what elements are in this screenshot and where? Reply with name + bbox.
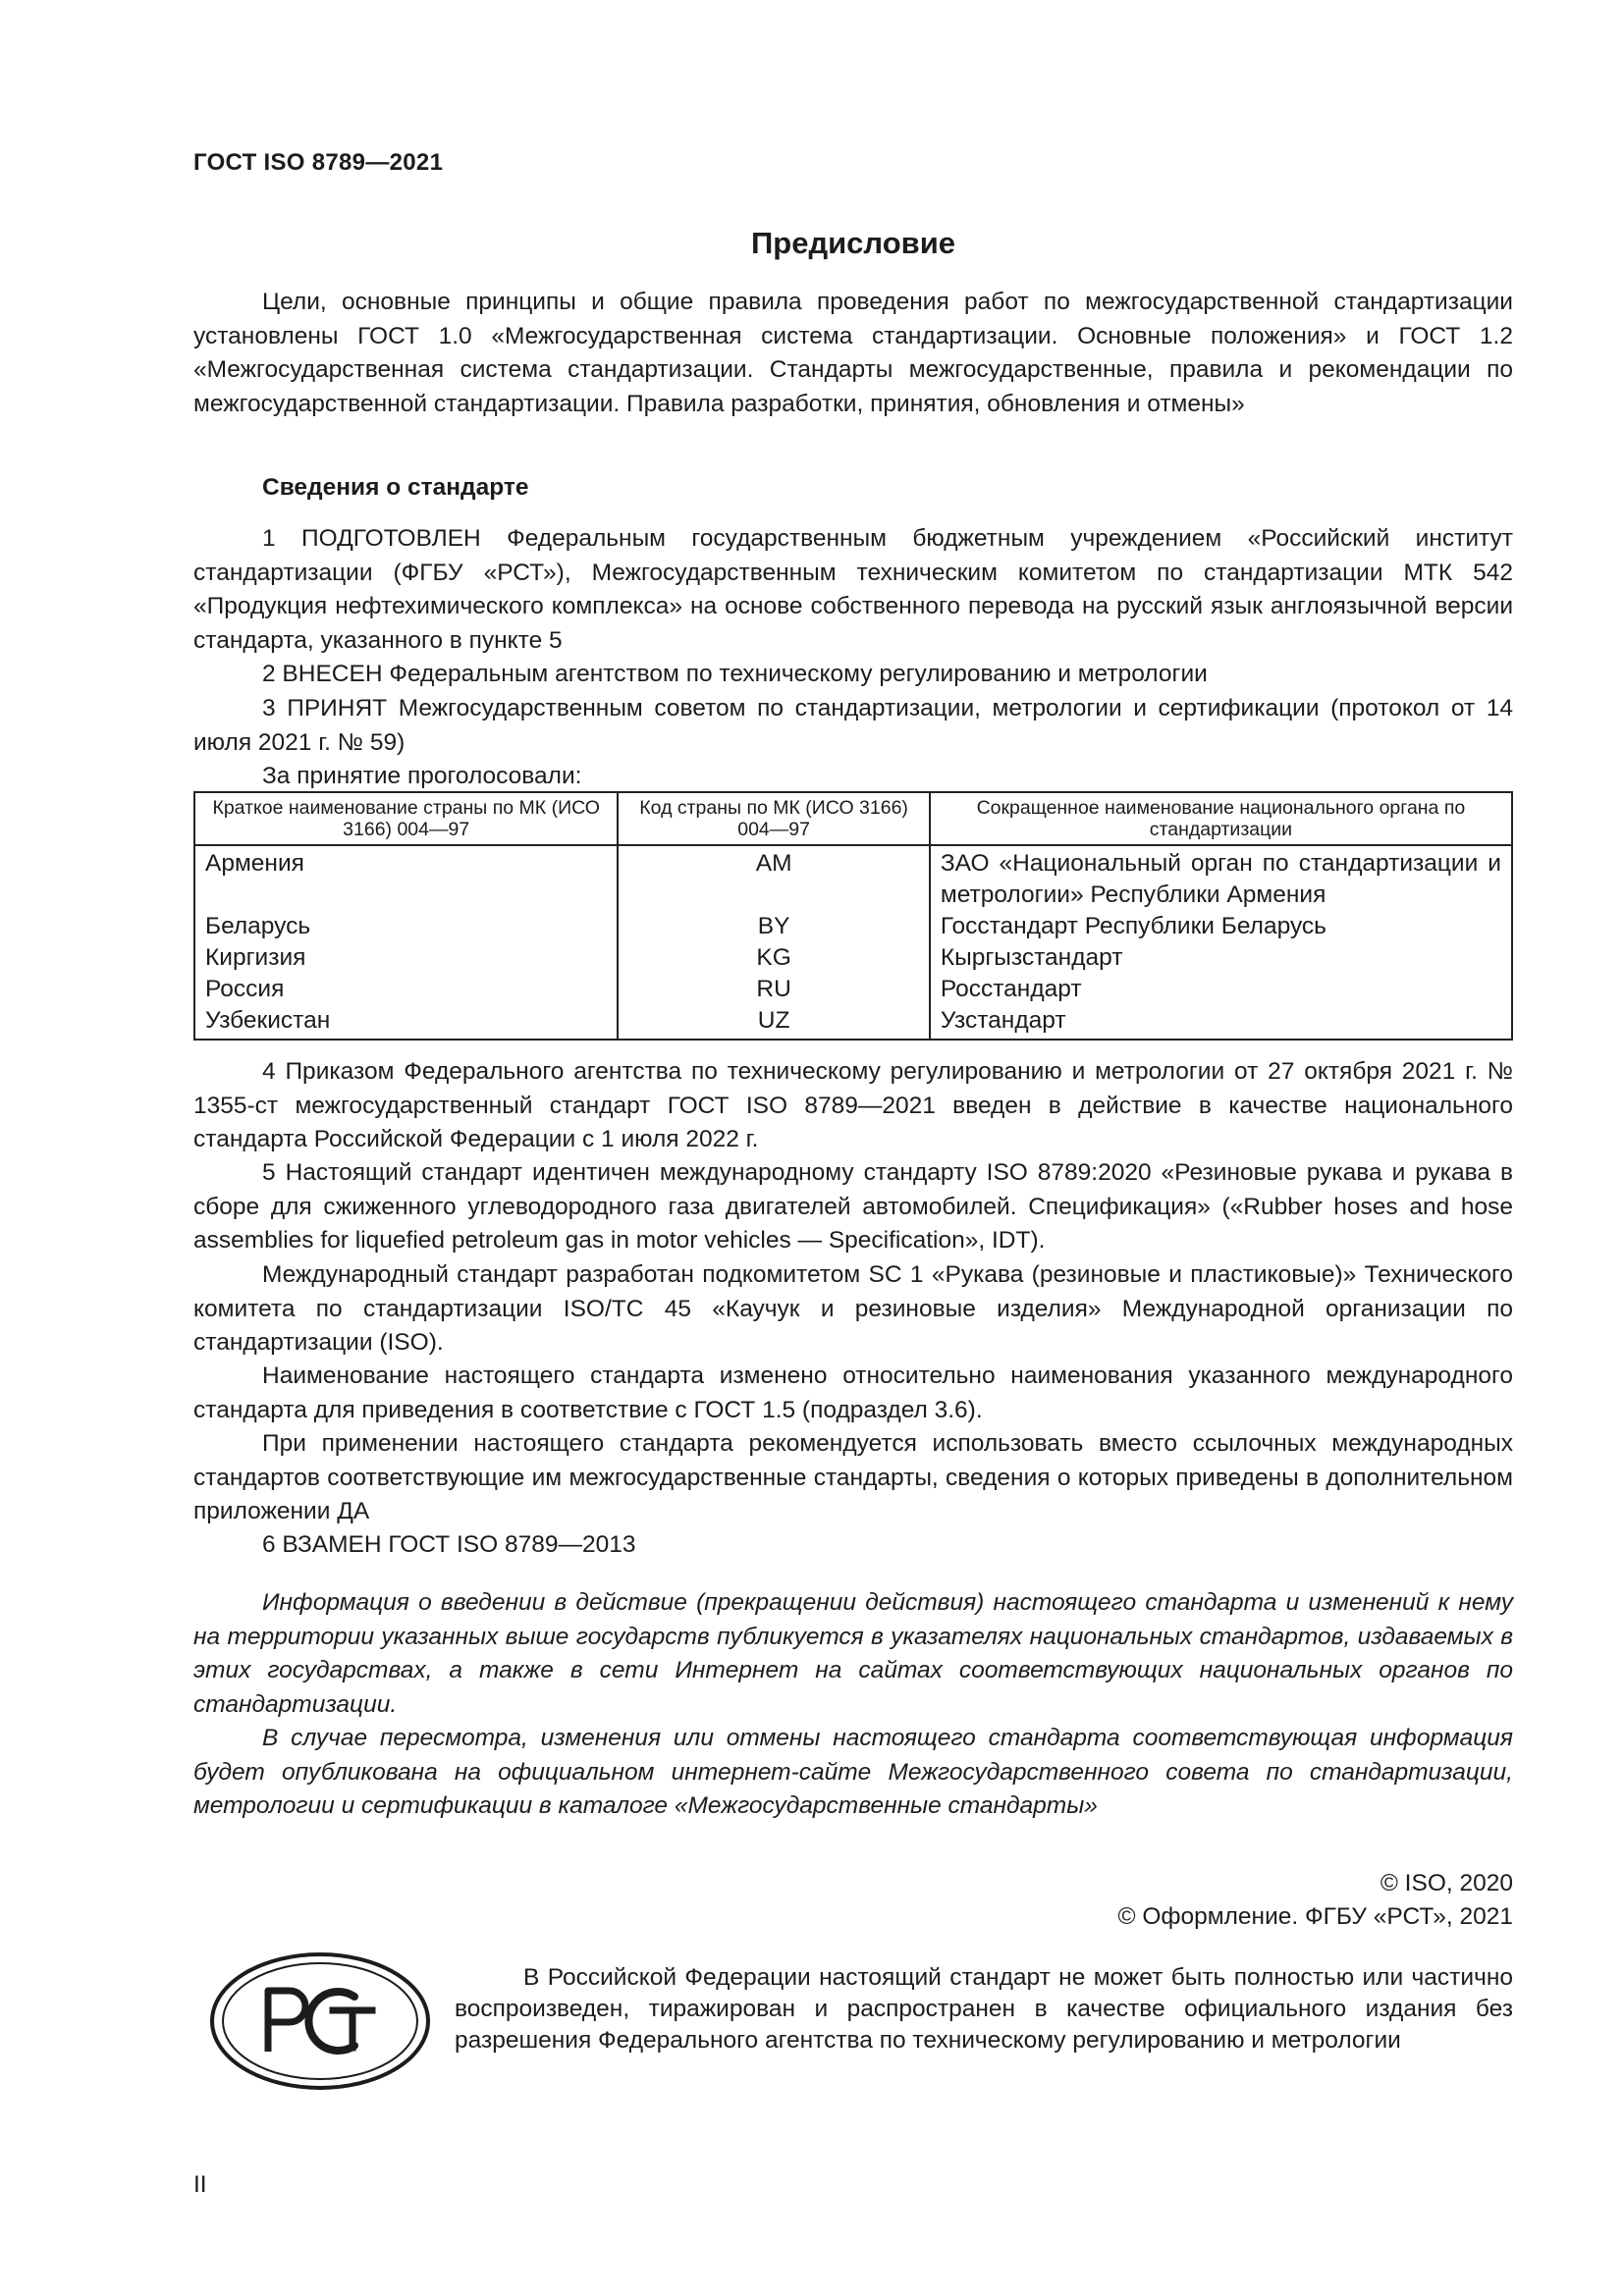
table-cell-org: ЗАО «Национальный орган по стандартизации и метрологии» Республики Армения <box>930 845 1512 911</box>
italic-note-1: Информация о введении в действие (прекращении действия) настоящего стандарта и изменений к нему на территории указанных выше государств публикуется в указателях национальных стандартов, издаваемых в этих государствах, а также в сети Интернет на сайтах соответствующих национальных органов по стандартизации. <box>193 1589 1513 1718</box>
voted-label: За принятие проголосовали: <box>262 763 582 789</box>
table-cell-country: Беларусь <box>194 911 618 942</box>
item-5-paragraph: 5 Настоящий стандарт идентичен международному стандарту ISO 8789:2020 «Резиновые рукава и рукава в сборе для сжиженного углеводородного газа двигателей автомобилей. Спецификация» («Rubber hoses and hose assemblies for liquefied petroleum gas in motor vehicles — Specification», IDT). <box>193 1159 1513 1254</box>
table-cell-code: BY <box>618 911 929 942</box>
page-number: II <box>193 2171 207 2198</box>
table-cell-code: UZ <box>618 1005 929 1040</box>
table-row <box>194 845 1512 911</box>
table-cell-country: Армения <box>194 845 618 911</box>
table-row <box>194 1005 1512 1040</box>
table-cell-code: AM <box>618 845 929 911</box>
table-row <box>194 974 1512 1005</box>
item-6-paragraph: 6 ВЗАМЕН ГОСТ ISO 8789—2013 <box>262 1531 636 1558</box>
table-cell-code: KG <box>618 942 929 974</box>
table-row <box>194 942 1512 974</box>
italic-note-2: В случае пересмотра, изменения или отмены настоящего стандарта соответствующая информация будет опубликована на официальном интернет-сайте Межгосударственного совета по стандартизации, метрологии и сертификации в каталоге «Межгосударственные стандарты» <box>193 1725 1513 1819</box>
copyright-rst: © Оформление. ФГБУ «РСТ», 2021 <box>1117 1903 1513 1930</box>
table-cell-country: Россия <box>194 974 618 1005</box>
copyright-iso: © ISO, 2020 <box>1380 1870 1513 1896</box>
reproduction-notice: В Российской Федерации настоящий стандарт не может быть полностью или частично воспроизведен, тиражирован и распространен в качестве официального издания без разрешения Федерального агентства по техническому регулированию и метрологии <box>455 1964 1513 2054</box>
intro-paragraph: Цели, основные принципы и общие правила проведения работ по межгосударственной стандартизации установлены ГОСТ 1.0 «Межгосударственная система стандартизации. Основные положения» и ГОСТ 1.2 «Межгосударственная система стандартизации. Стандарты межгосударственные, правила и рекомендации по межгосударственной стандартизации. Правила разработки, принятия, обновления и отмены» <box>193 289 1513 417</box>
table-header-row <box>194 792 1512 845</box>
item-5-developer-paragraph: Международный стандарт разработан подкомитетом SC 1 «Рукава (резиновые и пластиковые)» Технического комитета по стандартизации ISO/TC 45 «Каучук и резиновые изделия» Международной организации по стандартизации (ISO). <box>193 1261 1513 1356</box>
item-5-name-change-paragraph: Наименование настоящего стандарта изменено относительно наименования указанного международного стандарта для приведения в соответствие с ГОСТ 1.5 (подраздел 3.6). <box>193 1362 1513 1423</box>
table-header-code: Код страны по МК (ИСО 3166) 004—97 <box>618 792 929 845</box>
table-cell-org: Росстандарт <box>930 974 1512 1005</box>
table-header-org: Сокращенное наименование национального органа по стандартизации <box>930 792 1512 845</box>
table-cell-country: Узбекистан <box>194 1005 618 1040</box>
item-3-paragraph: 3 ПРИНЯТ Межгосударственным советом по стандартизации, метрологии и сертификации (протокол от 14 июля 2021 г. № 59) <box>193 695 1513 756</box>
standard-info-heading: Сведения о стандарте <box>262 474 529 501</box>
table-cell-code: RU <box>618 974 929 1005</box>
item-5-references-paragraph: При применении настоящего стандарта рекомендуется использовать вместо ссылочных международных стандартов соответствующие им межгосударственные стандарты, сведения о которых приведены в дополнительном приложении ДА <box>193 1430 1513 1524</box>
item-1-paragraph: 1 ПОДГОТОВЛЕН Федеральным государственным бюджетным учреждением «Российский институт стандартизации (ФГБУ «РСТ»), Межгосударственным техническим комитетом по стандартизации МТК 542 «Продукция нефтехимического комплекса» на основе собственного перевода на русский язык англоязычной версии стандарта, указанного в пункте 5 <box>193 525 1513 654</box>
document-page <box>193 0 1513 2296</box>
item-2-paragraph: 2 ВНЕСЕН Федеральным агентством по техническому регулированию и метрологии <box>262 661 1208 687</box>
voting-countries-table <box>193 791 1513 1041</box>
rst-certification-mark-icon <box>207 1949 433 2093</box>
table-cell-org: Кыргызстандарт <box>930 942 1512 974</box>
table-header-country: Краткое наименование страны по МК (ИСО 3166) 004—97 <box>194 792 618 845</box>
item-4-paragraph: 4 Приказом Федерального агентства по техническому регулированию и метрологии от 27 октября 2021 г. № 1355-ст межгосударственный стандарт ГОСТ ISO 8789—2021 введен в действие в качестве национального стандарта Российской Федерации с 1 июля 2022 г. <box>193 1058 1513 1152</box>
table-cell-country: Киргизия <box>194 942 618 974</box>
table-cell-org: Узстандарт <box>930 1005 1512 1040</box>
table-row <box>194 911 1512 942</box>
document-id-header: ГОСТ ISO 8789—2021 <box>193 149 444 176</box>
page-title: Предисловие <box>750 226 955 260</box>
table-cell-org: Госстандарт Республики Беларусь <box>930 911 1512 942</box>
